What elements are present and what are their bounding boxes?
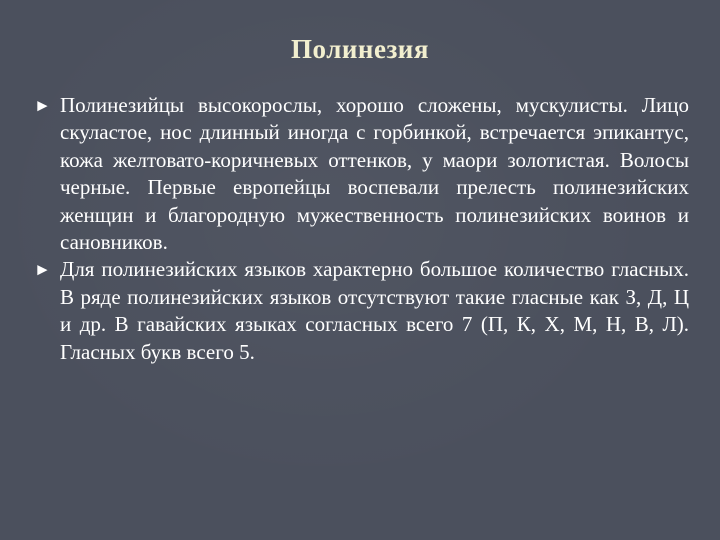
bullet-item <box>34 92 689 256</box>
triangle-bullet-icon: ► <box>34 260 51 280</box>
bullet-list <box>34 92 689 366</box>
triangle-bullet-icon: ► <box>34 96 51 115</box>
bullet-item <box>34 256 689 366</box>
bullet-text: Для полинезийских языков характерно большое количество гласных. В ряде полинезийских языков отсутствуют такие гласные как З, Д, Ц и др. В гавайских языках согласных всего 7 (П, К, Х, М, Н, В, Л). Гласных букв всего 5. <box>60 257 689 364</box>
bullet-text: Полинезийцы высокорослы, хорошо сложены, мускулисты. Лицо скуластое, нос длинный иногда с горбинкой, встречается эпикантус, кожа желтовато-коричневых оттенков, у маори золотистая. Волосы черные. Первые европейцы воспевали прелесть полинезийских женщин и благородную мужественность полинезийских воинов и сановников. <box>60 93 689 255</box>
slide-title: Полинезия <box>291 34 429 64</box>
